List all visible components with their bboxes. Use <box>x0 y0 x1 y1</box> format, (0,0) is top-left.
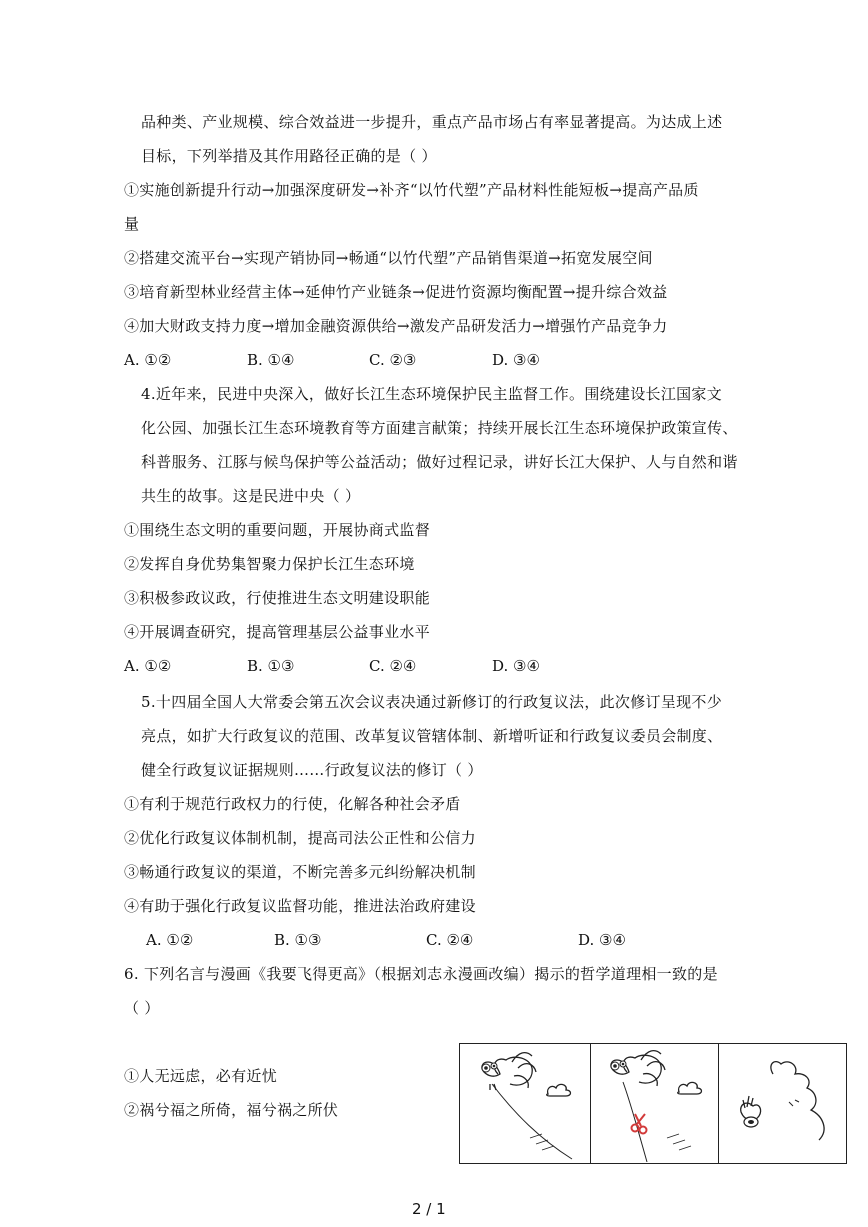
comic-panel-2 <box>590 1044 718 1163</box>
q6-stem-line1: 6. 下列名言与漫画《我要飞得更高》（根据刘志永漫画改编）揭示的哲学道理相一致的是 <box>124 965 718 983</box>
q5-option-c: C. ②④ <box>426 931 474 949</box>
q6-item-1: ①人无远虑，必有近忧 <box>124 1067 278 1085</box>
falling-fish-icon <box>719 1044 845 1162</box>
q3-option-b: B. ①④ <box>247 351 295 369</box>
q5-item-4: ④有助于强化行政复议监督功能，推进法治政府建设 <box>124 897 476 915</box>
q4-stem-line3: 科普服务、江豚与候鸟保护等公益活动；做好过程记录，讲好长江大保护、人与自然和谐 <box>141 453 738 471</box>
q5-stem-line3: 健全行政复议证据规则……行政复议法的修订（ ） <box>141 761 483 779</box>
q5-item-1: ①有利于规范行政权力的行使，化解各种社会矛盾 <box>124 795 461 813</box>
q3-item-1-cont: 量 <box>124 215 140 233</box>
comic-strip <box>459 1043 847 1164</box>
page-number: 2 / 1 <box>412 1200 446 1218</box>
q4-option-c: C. ②④ <box>369 657 417 675</box>
q3-item-3: ③培育新型林业经营主体→延伸竹产业链条→促进竹资源均衡配置→提升综合效益 <box>124 283 668 301</box>
q5-option-b: B. ①③ <box>274 931 322 949</box>
q3-stem-line1: 品种类、产业规模、综合效益进一步提升，重点产品市场占有率显著提高。为达成上述 <box>141 113 723 131</box>
q3-item-1: ①实施创新提升行动→加强深度研发→补齐“以竹代塑”产品材料性能短板→提高产品质 <box>124 181 699 199</box>
q4-item-1: ①围绕生态文明的重要问题，开展协商式监督 <box>124 521 431 539</box>
q5-options <box>0 930 868 950</box>
goldfish-kite-icon <box>460 1044 590 1162</box>
q5-stem-line2: 亮点，如扩大行政复议的范围、改革复议管辖体制、新增听证和行政复议委员会制度、 <box>141 727 723 745</box>
q4-item-3: ③积极参政议政，行使推进生态文明建设职能 <box>124 589 431 607</box>
q3-option-c: C. ②③ <box>369 351 417 369</box>
q5-option-d: D. ③④ <box>578 931 626 949</box>
q4-stem-line1: 4.近年来，民进中央深入，做好长江生态环境保护民主监督工作。围绕建设长江国家文 <box>141 385 723 403</box>
q4-stem-line4: 共生的故事。这是民进中央（ ） <box>141 487 361 505</box>
q6-item-2: ②祸兮福之所倚，福兮祸之所伏 <box>124 1101 339 1119</box>
q4-item-4: ④开展调查研究，提高管理基层公益事业水平 <box>124 623 431 641</box>
q6-stem-line2: （ ） <box>124 999 160 1017</box>
q3-stem-line2: 目标，下列举措及其作用路径正确的是（ ） <box>141 147 437 165</box>
scissors-icon <box>591 1044 718 1162</box>
comic-panel-3 <box>718 1044 846 1163</box>
q3-option-a: A. ①② <box>124 351 172 369</box>
q3-option-d: D. ③④ <box>492 351 540 369</box>
q4-options <box>0 656 868 676</box>
comic-panel-1 <box>460 1044 590 1163</box>
q4-option-d: D. ③④ <box>492 657 540 675</box>
q4-stem-line2: 化公园、加强长江生态环境教育等方面建言献策；持续开展长江生态环境保护政策宣传、 <box>141 419 738 437</box>
q5-option-a: A. ①② <box>146 931 194 949</box>
q3-item-4: ④加大财政支持力度→增加金融资源供给→激发产品研发活力→增强竹产品竞争力 <box>124 317 668 335</box>
q4-option-a: A. ①② <box>124 657 172 675</box>
q5-item-3: ③畅通行政复议的渠道，不断完善多元纠纷解决机制 <box>124 863 476 881</box>
q3-item-2: ②搭建交流平台→实现产销协同→畅通“以竹代塑”产品销售渠道→拓宽发展空间 <box>124 249 653 267</box>
q5-stem-line1: 5.十四届全国人大常委会第五次会议表决通过新修订的行政复议法，此次修订呈现不少 <box>141 693 723 711</box>
q5-item-2: ②优化行政复议体制机制，提高司法公正性和公信力 <box>124 829 476 847</box>
q3-options <box>0 350 868 370</box>
q4-item-2: ②发挥自身优势集智聚力保护长江生态环境 <box>124 555 415 573</box>
q4-option-b: B. ①③ <box>247 657 295 675</box>
